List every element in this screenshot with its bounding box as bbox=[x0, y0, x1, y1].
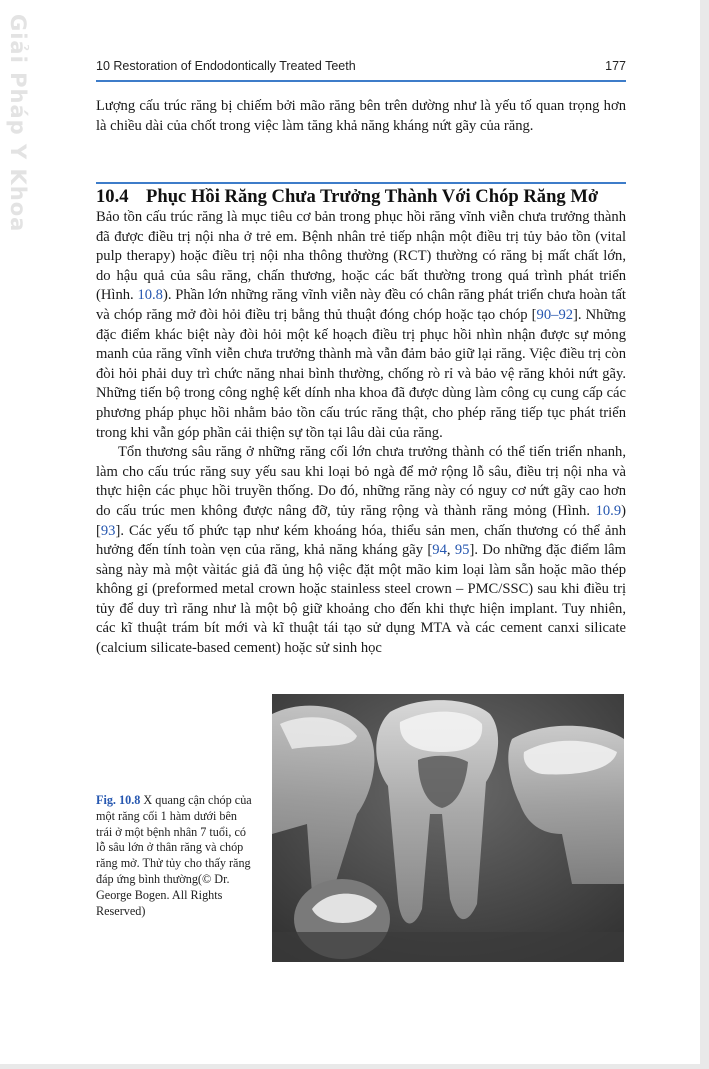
running-header bbox=[96, 59, 626, 73]
paragraph-1-text-a: Bảo tồn cấu trúc răng là mục tiêu cơ bản trong phục hồi răng vĩnh viễn chưa trưởng thành đã được điều trị nội nha ở trẻ em. Bệnh nhân trẻ tiếp nhận một điều trị tủy bảo tồn (vital pulp therapy) hoặc điều trị nội nha thông thường (RCT) thường có răng bị mất chất lớn, do hậu quả của sâu răng, chấn thương, hoặc các bất thường trong quá trình phát triển (Hình. bbox=[96, 209, 626, 304]
xray-radiograph-image bbox=[272, 694, 624, 962]
intro-text: Lượng cấu trúc răng bị chiếm bởi mão răng bên trên dường như là yếu tố quan trọng hơn là chiều dài của chốt trong việc làm tăng khả năng kháng nứt gãy của răng. bbox=[96, 98, 626, 134]
figure-caption-text: X quang cận chóp của một răng cối 1 hàm dưới bên trái ở một bệnh nhân 7 tuổi, có lỗ sâu lớn ở thân răng và chóp răng mở. Thử tủy cho thấy răng đáp ứng bình thường(© Dr. George Bogen. All Rights Reserved) bbox=[96, 793, 252, 918]
paragraph-2-text-a: Tổn thương sâu răng ở những răng cối lớn chưa trưởng thành có thể tiến triển nhanh, làm cho cấu trúc răng suy yếu sau khi loại bỏ ngà để mở rộng lỗ sâu, điều trị nội nha và thực hiện các phục hồi truyền thống. Do đó, những răng này có nguy cơ nứt gãy cao hơn do cấu trúc men không được nâng đỡ, tủy răng rộng và thành răng mỏng (Hình. bbox=[96, 444, 626, 519]
section-rule bbox=[96, 182, 626, 184]
citation-90-92[interactable]: 90–92 bbox=[536, 306, 574, 323]
section-heading bbox=[96, 186, 636, 208]
paragraph-2 bbox=[96, 443, 626, 659]
paragraph-2-text-b: ) [ bbox=[96, 502, 626, 539]
running-title: 10 Restoration of Endodontically Treated Teeth bbox=[96, 59, 356, 73]
watermark: Giải Pháp Y Khoa bbox=[6, 14, 30, 233]
paragraph-2-text-c: ]. Các yếu tố phức tạp như kém khoáng hóa, thiểu sản men, chấn thương có thể ảnh hưởng đến tính toàn vẹn của răng, khả năng kháng gãy [ bbox=[96, 522, 626, 559]
section-body bbox=[96, 208, 626, 659]
paragraph-1 bbox=[96, 208, 626, 443]
paragraph-2-text-d: , bbox=[446, 542, 455, 559]
figure-caption bbox=[96, 793, 256, 919]
intro-paragraph bbox=[96, 97, 626, 136]
figure-label: Fig. 10.8 bbox=[96, 793, 141, 807]
citation-95[interactable]: 95 bbox=[454, 542, 470, 559]
figure-ref-10-9[interactable]: 10.9 bbox=[595, 502, 622, 519]
section-title: Phục Hồi Răng Chưa Trưởng Thành Với Chóp Răng Mở bbox=[146, 186, 599, 207]
paragraph-1-text-c: ]. Những đặc điểm khác biệt này đòi hỏi một kế hoạch điều trị phục hồi nhìn nhận được sự mỏng manh của răng vĩnh viễn chưa trưởng thành mà vẫn đảm bảo giữ lại răng. Việc điều trị còn đòi hỏi phải duy trì chức năng nhai bình thường, chống rò rỉ và bảo vệ răng khỏi nứt gãy. Những tiến bộ trong công nghệ kết dính nha khoa đã được dùng làm công cụ cung cấp các phương pháp phục hồi nhằm bảo tồn cấu trúc răng thật, cho phép răng tiếp tục phát triển trong khi vẫn góp phần cải thiện sự tồn tại lâu dài của răng. bbox=[96, 306, 626, 441]
figure-ref-10-8[interactable]: 10.8 bbox=[137, 287, 163, 304]
paragraph-2-text-e: ]. Do những đặc điểm lâm sàng này mà một vàitác giả đã ủng hộ việc đặt một mão kim loại làm sẵn hoặc mão thép không gỉ (preformed metal crown hoặc stainless steel crown – PMC/SSC) sau khi điều trị tủy để duy trì răng như là một bộ giữ khoảng cho đến khi thực hiện implant. Tuy nhiên, các kĩ thuật trám bít mới và kĩ thuật tái tạo sử dụng MTA và các cement canxi silicate (calcium silicate-based cement) hoặc sử sinh học bbox=[96, 542, 627, 657]
page-number: 177 bbox=[605, 59, 626, 73]
section-number: 10.4 bbox=[96, 186, 129, 207]
citation-94[interactable]: 94 bbox=[432, 542, 447, 559]
xray-illustration bbox=[272, 694, 624, 962]
header-rule bbox=[96, 80, 626, 82]
paragraph-1-text-b: ). Phần lớn những răng vĩnh viễn này đều có chân răng phát triển chưa hoàn tất và chóp răng mở đòi hỏi điều trị bằng thủ thuật đóng chóp hoặc tạo chóp [ bbox=[96, 287, 626, 323]
citation-93[interactable]: 93 bbox=[100, 522, 116, 539]
